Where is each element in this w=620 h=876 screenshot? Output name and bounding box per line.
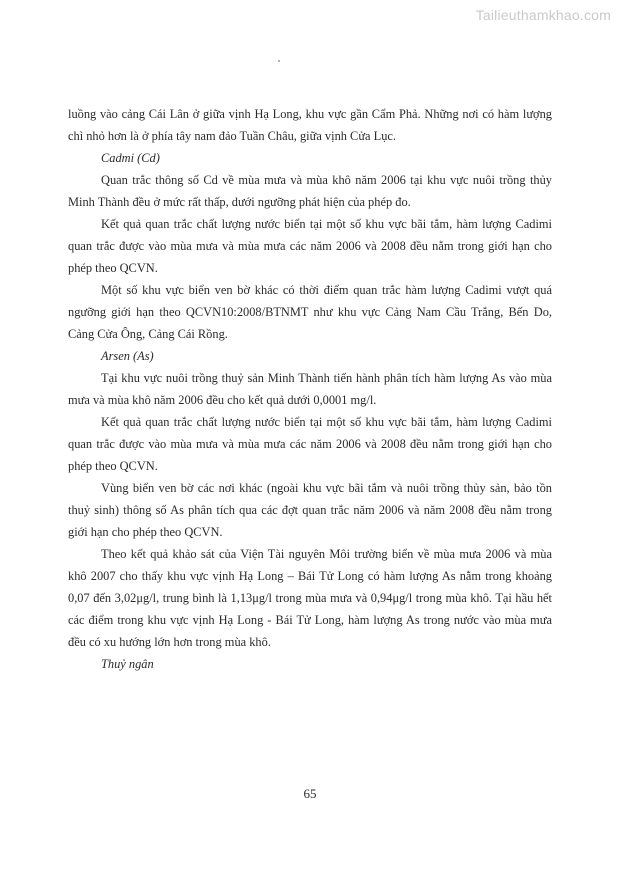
paragraph-as-survey: Theo kết quả khảo sát của Viện Tài nguyên Môi trường biển về mùa mưa 2006 và mùa khô 2007 cho thấy khu vực vịnh Hạ Long – Bái Tử Long có hàm lượng As nằm trong khoảng 0,07 đến 3,02μg/l, trung bình là 1,13μg/l trong mùa mưa và 0,94μg/l trong mùa khô. Tại hầu hết các điểm trong khu vực vịnh Hạ Long - Bái Tử Long, hàm lượng As trong nước vào mùa mưa đều có xu hướng lớn hơn trong mùa khô.: [68, 547, 552, 649]
heading-arsen: Arsen (As): [101, 349, 154, 363]
document-body: [68, 103, 552, 675]
page-number: 65: [303, 786, 317, 801]
paragraph-as-beach: Kết quả quan trắc chất lượng nước biển tại một số khu vực bãi tắm, hàm lượng Cadimi quan trắc được vào mùa mưa và mùa mưa các năm 2006 và 2008 đều nằm trong giới hạn cho phép theo QCVN.: [68, 415, 552, 473]
paragraph-cd-exceed: Một số khu vực biển ven bờ khác có thời điểm quan trắc hàm lượng Cadimi vượt quá ngưỡng giới hạn theo QCVN10:2008/BTNMT như khu vực Cảng Nam Cầu Trắng, Bến Do, Cảng Cửa Ông, Cảng Cái Rồng.: [68, 283, 552, 341]
heading-thuy-ngan: Thuỷ ngân: [101, 657, 154, 671]
scan-speck: [278, 60, 280, 62]
paragraph-lead-continuation: luồng vào cảng Cái Lân ở giữa vịnh Hạ Long, khu vực gần Cẩm Phả. Những nơi có hàm lượng chì nhỏ hơn là ở phía tây nam đảo Tuần Châu, giữa vịnh Cửa Lục.: [68, 107, 552, 143]
paragraph-cd-season: Quan trắc thông số Cd về mùa mưa và mùa khô năm 2006 tại khu vực nuôi trồng thủy Minh Thành đều ở mức rất thấp, dưới ngưỡng phát hiện của phép đo.: [68, 173, 552, 209]
watermark-text: Tailieuthamkhao.com: [475, 7, 611, 23]
heading-cadmi: Cadmi (Cd): [101, 151, 160, 165]
paragraph-cd-beach: Kết quả quan trắc chất lượng nước biển tại một số khu vực bãi tắm, hàm lượng Cadimi quan trắc được vào mùa mưa và mùa mưa các năm 2006 và 2008 đều nằm trong giới hạn cho phép theo QCVN.: [68, 217, 552, 275]
paragraph-as-aquaculture: Tại khu vực nuôi trồng thuỷ sản Minh Thành tiến hành phân tích hàm lượng As vào mùa mưa và mùa khô năm 2006 đều cho kết quả dưới 0,0001 mg/l.: [68, 371, 552, 407]
paragraph-as-coastal: Vùng biển ven bờ các nơi khác (ngoài khu vực bãi tắm và nuôi trồng thủy sản, bảo tồn thuỷ sinh) thông số As phân tích qua các đợt quan trắc năm 2006 và năm 2008 đều nằm trong giới hạn cho phép theo QCVN.: [68, 481, 552, 539]
